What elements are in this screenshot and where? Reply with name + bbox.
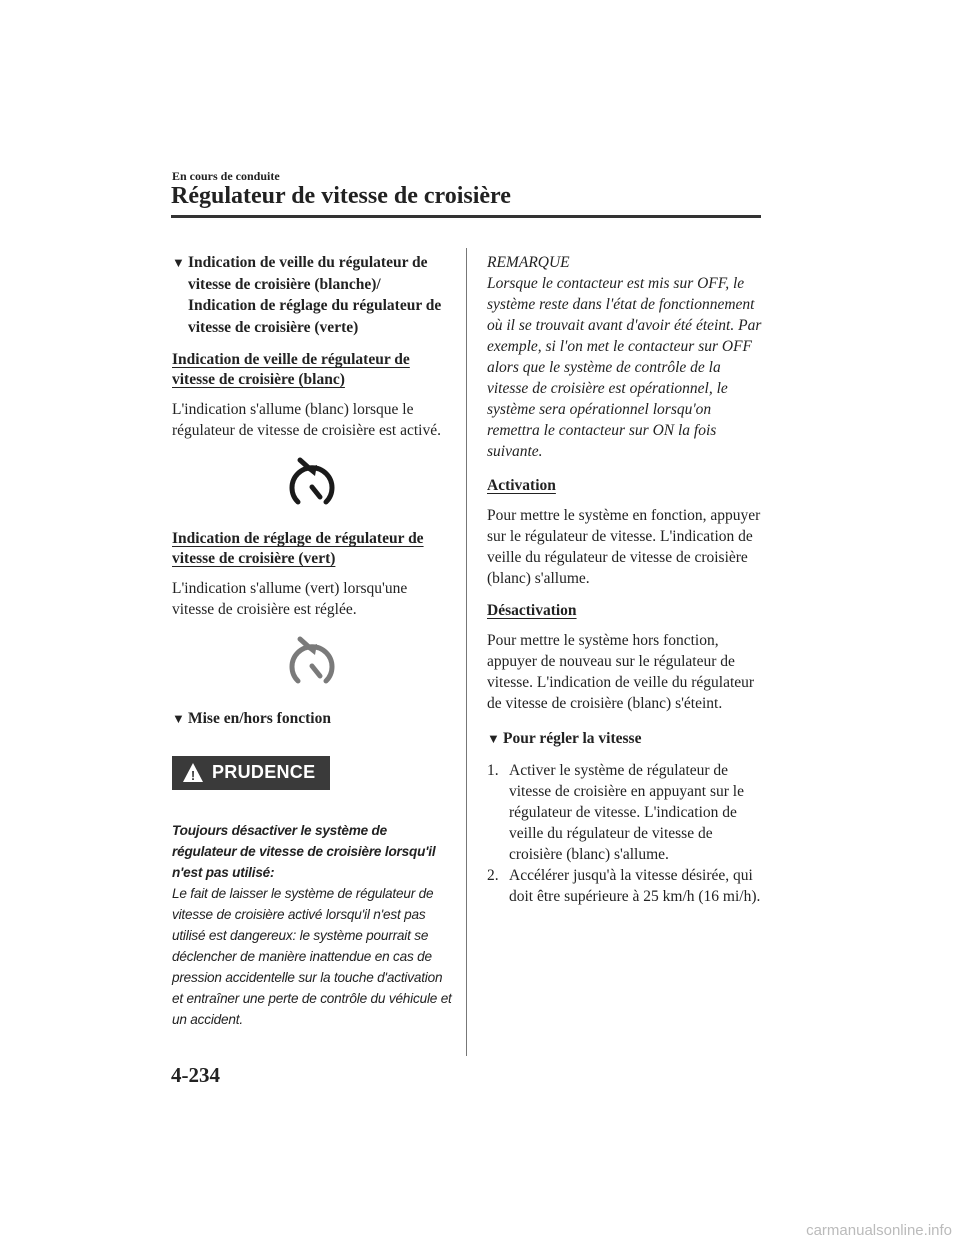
cruise-setting-indicator (172, 634, 452, 692)
triangle-bullet-icon: ▼ (487, 731, 500, 746)
cruise-control-standby-icon (284, 455, 340, 513)
caution-text (172, 820, 452, 1030)
title-rule (171, 215, 761, 218)
caution-body: Le fait de laisser le système de régulateur de vitesse de croisière activé lorsqu'il n'est pas utilisé est dangereux: le système pourrait se déclencher de manière inattendue en cas de pression accidentelle sur la touche d'activation et entraîner une perte de contrôle du véhicule et un accident. (172, 885, 452, 1027)
warning-icon (182, 762, 204, 784)
section-label: En cours de conduite (172, 169, 280, 183)
footer-watermark-url: carmanualsonline.info (806, 1222, 952, 1239)
cruise-control-setting-icon (284, 634, 340, 692)
cruise-standby-indicator (172, 455, 452, 513)
heading-on-off (172, 708, 452, 730)
left-column (172, 252, 452, 1030)
heading-text: Pour régler la vitesse (503, 730, 642, 747)
subheading-standby: Indication de veille de régulateur de vitesse de croisière (blanc) (172, 351, 410, 388)
step-number: 2. (487, 866, 499, 884)
step-text: Accélérer jusqu'à la vitesse désirée, qui doit être supérieure à 25 km/h (16 mi/h). (509, 866, 761, 905)
triangle-bullet-icon: ▼ (172, 711, 185, 726)
page-title: Régulateur de vitesse de croisière (171, 183, 511, 209)
subheading-deactivation: Désactivation (487, 602, 577, 619)
caution-title: PRUDENCE (212, 762, 316, 782)
paragraph-standby: L'indication s'allume (blanc) lorsque le régulateur de vitesse de croisière est activé. (172, 401, 441, 439)
paragraph-deactivation: Pour mettre le système hors fonction, appuyer de nouveau sur le régulateur de vitesse. L'indication de veille du régulateur de vitesse de croisière (blanc) s'éteint. (487, 632, 755, 712)
subheading-setting: Indication de réglage de régulateur de vitesse de croisière (vert) (172, 530, 424, 567)
steps-list (487, 760, 763, 907)
note-body: Lorsque le contacteur est mis sur OFF, le système reste dans l'état de fonctionnement où il se trouvait avant d'avoir été éteint. Par exemple, si l'on met le contacteur sur OFF alors que le système de contrôle de la vitesse de croisière est opérationnel, le système sera opérationnel lorsqu'on remettra le contacteur sur ON la fois suivante. (487, 275, 762, 460)
heading-text: Indication de veille du régulateur de vitesse de croisière (blanche)/ Indication de réglage du régulateur de vitesse de croisière (verte) (188, 254, 442, 336)
paragraph-setting: L'indication s'allume (vert) lorsqu'une vitesse de croisière est réglée. (172, 580, 408, 618)
step-text: Activer le système de régulateur de vitesse de croisière en appuyant sur le régulateur de vitesse. L'indication de veille du régulateur de vitesse de croisière (blanc) s'allume. (509, 761, 744, 863)
triangle-bullet-icon: ▼ (172, 255, 185, 270)
caution-lead: Toujours désactiver le système de régulateur de vitesse de croisière lorsqu'il n'est pas utilisé: (172, 822, 436, 880)
heading-set-speed (487, 728, 763, 750)
page-number: 4-234 (171, 1063, 220, 1087)
heading-standby-setting-indicators (172, 252, 452, 338)
paragraph-activation: Pour mettre le système en fonction, appuyer sur le régulateur de vitesse. L'indication de veille du régulateur de vitesse de croisière (blanc) s'allume. (487, 507, 761, 587)
column-divider (466, 248, 467, 1056)
subheading-activation: Activation (487, 477, 556, 494)
heading-text: Mise en/hors fonction (188, 710, 331, 727)
svg-text:!: ! (190, 767, 196, 783)
note-title: REMARQUE (487, 254, 570, 271)
list-item (487, 865, 763, 907)
list-item (487, 760, 763, 865)
caution-banner (172, 756, 330, 790)
step-number: 1. (487, 761, 499, 779)
right-column (487, 252, 763, 907)
